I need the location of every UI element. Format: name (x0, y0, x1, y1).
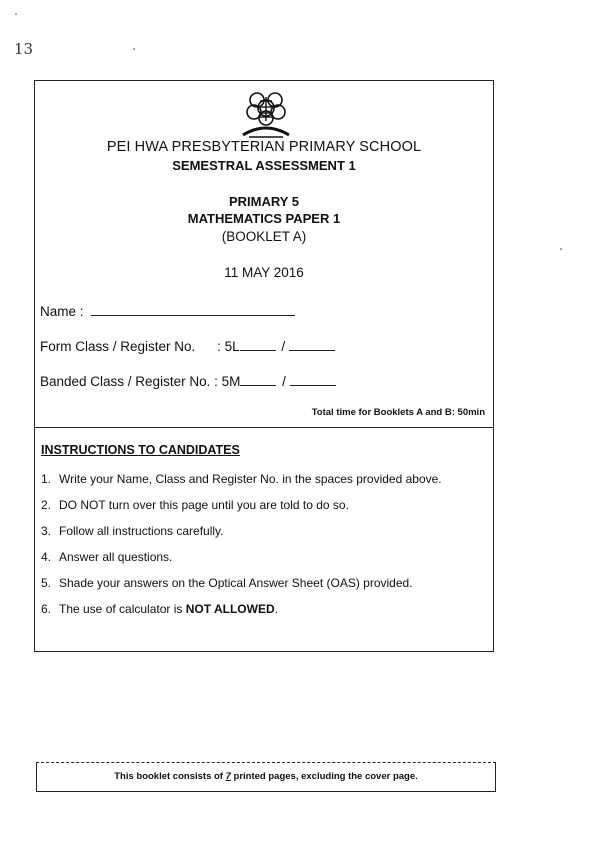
instructions-box (34, 428, 494, 652)
banded-register-input-line[interactable] (290, 373, 336, 386)
footer-text-before: This booklet consists of (114, 771, 226, 782)
footer-text-after: printed pages, excluding the cover page. (230, 771, 418, 782)
instruction-number: 2. (41, 498, 52, 512)
paper-title: MATHEMATICS PAPER 1 (187, 211, 341, 226)
form-class-row (40, 338, 335, 354)
banded-class-input-line[interactable] (240, 373, 276, 386)
banded-class-prefix: 5M (221, 374, 241, 389)
instruction-item (41, 498, 481, 513)
form-class-label: Form Class / Register No. (40, 339, 196, 354)
form-class-prefix: : 5L (217, 339, 240, 354)
instruction-item (41, 524, 481, 539)
instruction-text (59, 602, 481, 617)
total-time-note: Total time for Booklets A and B: 50min (311, 407, 485, 418)
footer-page-count-box (36, 762, 496, 792)
instruction-number: 1. (41, 472, 52, 486)
instruction-item (41, 550, 481, 565)
form-register-input-line[interactable] (289, 338, 335, 351)
banded-class-label: Banded Class / Register No. : (40, 374, 218, 389)
instruction-text: Follow all instructions carefully. (59, 524, 224, 538)
instruction-text-part: . (274, 602, 278, 616)
cover-header-box (34, 80, 494, 428)
instruction-text-part: The use of calculator is (59, 602, 186, 616)
instruction-item (41, 602, 481, 617)
footer-page-count: 7 (225, 771, 231, 782)
instruction-emphasis: NOT ALLOWED (185, 602, 275, 616)
name-field-row (40, 303, 295, 319)
instruction-number: 6. (41, 602, 52, 616)
instruction-text: Shade your answers on the Optical Answer Sheet (OAS) provided. (59, 576, 413, 590)
banded-class-row (40, 373, 336, 389)
exam-date: 11 MAY 2016 (224, 265, 304, 280)
form-class-input-line[interactable] (240, 338, 276, 351)
instructions-list (41, 472, 481, 617)
scan-speck (560, 248, 562, 250)
school-name: PEI HWA PRESBYTERIAN PRIMARY SCHOOL (106, 139, 422, 155)
instruction-item (41, 472, 481, 487)
instruction-number: 4. (41, 550, 52, 564)
instruction-text: DO NOT turn over this page until you are told to do so. (59, 498, 349, 512)
level-title: PRIMARY 5 (228, 194, 300, 209)
instruction-number: 3. (41, 524, 52, 538)
handwritten-page-note: 13 (14, 40, 34, 58)
banded-class-slash: / (282, 374, 286, 389)
scan-speck (15, 13, 17, 15)
name-label: Name : (40, 304, 84, 319)
instruction-number: 5. (41, 576, 52, 590)
booklet-title: (BOOKLET A) (221, 229, 307, 244)
form-class-slash: / (281, 339, 286, 354)
instructions-heading: INSTRUCTIONS TO CANDIDATES (41, 443, 240, 457)
instruction-item (41, 576, 481, 591)
assessment-title: SEMESTRAL ASSESSMENT 1 (172, 158, 356, 173)
school-crest-logo (235, 87, 297, 139)
instruction-text: Answer all questions. (59, 550, 173, 564)
name-input-line[interactable] (91, 303, 295, 316)
scan-speck (133, 48, 135, 50)
instruction-text: Write your Name, Class and Register No. in the spaces provided above. (59, 472, 442, 486)
